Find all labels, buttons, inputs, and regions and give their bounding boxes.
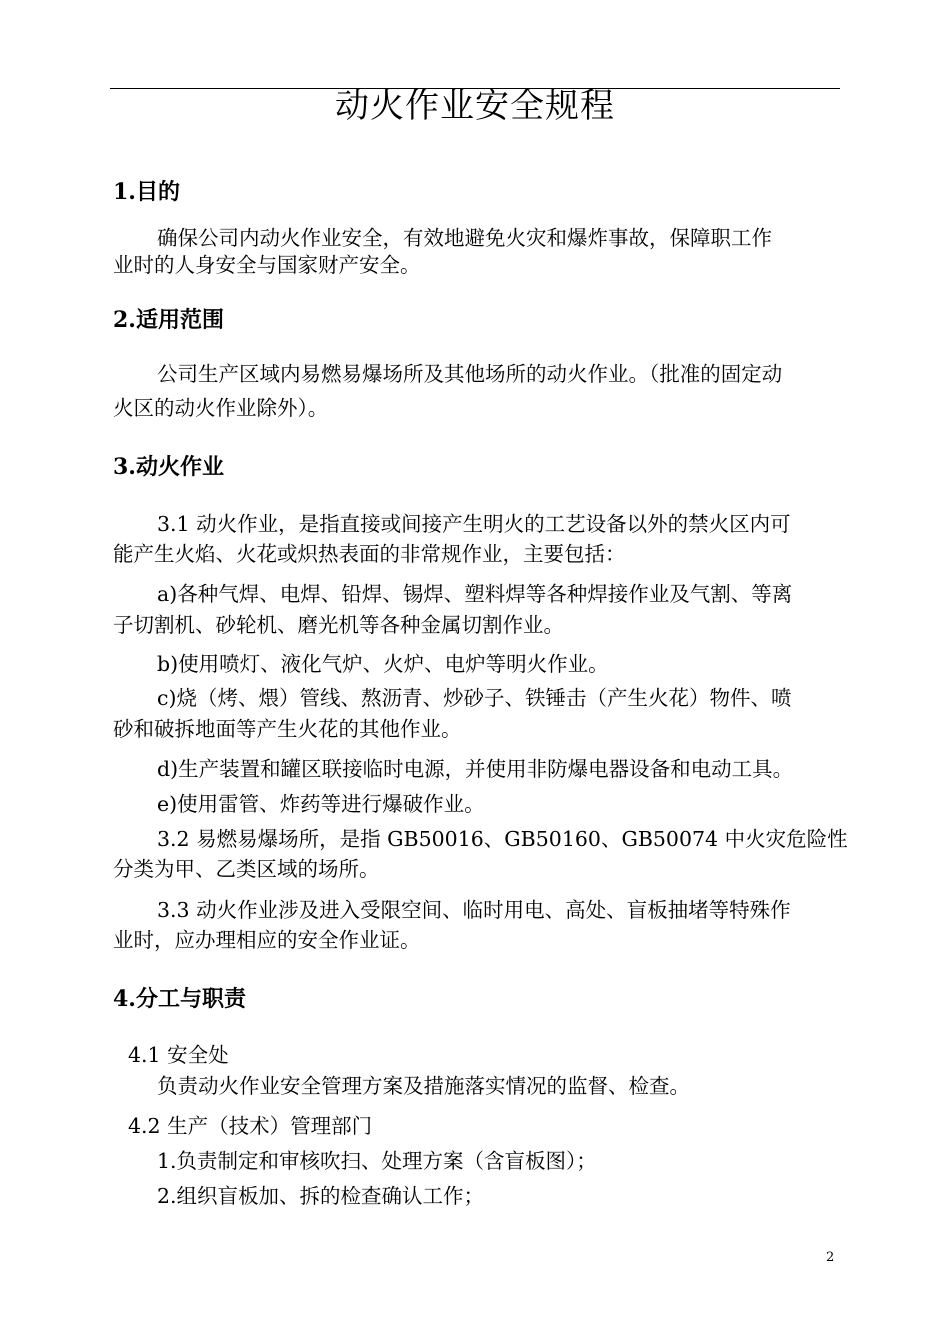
section-heading-responsibilities: 4.分工与职责 xyxy=(113,986,246,1012)
section-heading-purpose: 1.目的 xyxy=(113,179,180,205)
list-item-c-line2: 砂和破拆地面等产生火花的其他作业。 xyxy=(113,717,462,741)
list-item-a-line2: 子切割机、砂轮机、磨光机等各种金属切割作业。 xyxy=(113,613,564,637)
paragraph-purpose-line2: 业时的人身安全与国家财产安全。 xyxy=(113,253,421,277)
section-heading-scope: 2.适用范围 xyxy=(113,307,224,333)
paragraph-3-3-line1: 3.3 动火作业涉及进入受限空间、临时用电、高处、盲板抽堵等特殊作 xyxy=(157,898,791,922)
page-number: 2 xyxy=(826,1250,835,1265)
list-item-c-line1: c)烧（烤、煨）管线、熬沥青、炒砂子、铁锤击（产生火花）物件、喷 xyxy=(157,686,792,710)
subsection-4-1-text: 负责动火作业安全管理方案及措施落实情况的监督、检查。 xyxy=(157,1074,690,1098)
section-heading-hot-work: 3.动火作业 xyxy=(113,454,224,480)
paragraph-scope-line1: 公司生产区域内易燃易爆场所及其他场所的动火作业。（批准的固定动 xyxy=(157,362,783,386)
subsection-4-1-title: 4.1 安全处 xyxy=(128,1043,229,1067)
paragraph-3-1-line1: 3.1 动火作业，是指直接或间接产生明火的工艺设备以外的禁火区内可 xyxy=(157,512,791,536)
subsection-4-2-item-2: 2.组织盲板加、拆的检查确认工作； xyxy=(157,1184,485,1208)
list-item-d: d)生产装置和罐区联接临时电源，并使用非防爆电器设备和电动工具。 xyxy=(157,757,794,781)
document-title: 动火作业安全规程 xyxy=(335,86,615,126)
paragraph-purpose-line1: 确保公司内动火作业安全，有效地避免火灾和爆炸事故，保障职工作 xyxy=(157,226,772,250)
paragraph-3-2-line1: 3.2 易燃易爆场所，是指 GB50016、GB50160、GB50074 中火灾危险性 xyxy=(157,827,848,851)
list-item-a-line1: a)各种气焊、电焊、铅焊、锡焊、塑料焊等各种焊接作业及气割、等离 xyxy=(157,582,793,606)
subsection-4-2-title: 4.2 生产（技术）管理部门 xyxy=(128,1114,373,1138)
paragraph-scope-line2: 火区的动火作业除外）。 xyxy=(113,396,329,420)
list-item-e: e)使用雷管、炸药等进行爆破作业。 xyxy=(157,792,485,816)
paragraph-3-2-line2: 分类为甲、乙类区域的场所。 xyxy=(113,857,380,881)
list-item-b: b)使用喷灯、液化气炉、火炉、电炉等明火作业。 xyxy=(157,652,609,676)
subsection-4-2-item-1: 1.负责制定和审核吹扫、处理方案（含盲板图）； xyxy=(157,1149,597,1173)
paragraph-3-3-line2: 业时，应办理相应的安全作业证。 xyxy=(113,928,421,952)
paragraph-3-1-line2: 能产生火焰、火花或炽热表面的非常规作业，主要包括： xyxy=(113,542,626,566)
